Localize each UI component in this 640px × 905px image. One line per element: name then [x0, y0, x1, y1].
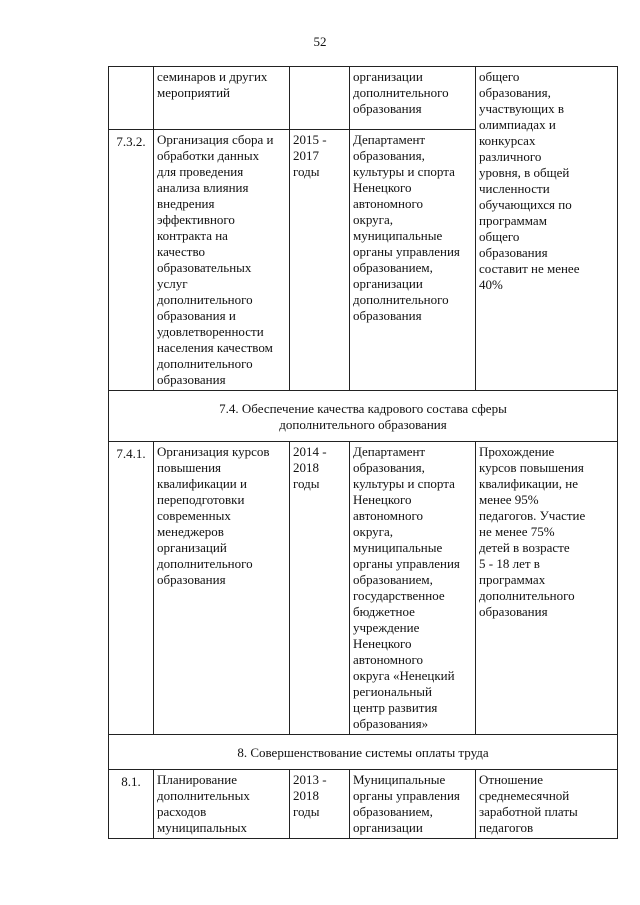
indicator-cell: Отношение среднемесячной заработной платы педагогов	[476, 770, 618, 839]
executor-cell: Муниципальные органы управления образованием, организации	[350, 770, 476, 839]
indicator-cell: Прохождение курсов повышения квалификации, не менее 95% педагогов. Участие не менее 75% детей в возрасте 5 - 18 лет в программах дополнительного образования	[476, 442, 618, 735]
executor-cell: организации дополнительного образования	[350, 67, 476, 130]
period-cell: 2014 - 2018 годы	[290, 442, 350, 735]
table-row	[109, 67, 618, 130]
page-number: 52	[313, 34, 327, 49]
section-title: 8. Совершенствование системы оплаты труда	[109, 735, 618, 770]
activity-cell: Организация сбора и обработки данных для проведения анализа влияния внедрения эффективного контракта на качество образовательных услуг дополнительного образования и удовлетворенности населения качеством дополнительного образования	[154, 130, 290, 391]
table-row	[109, 770, 618, 839]
section-row	[109, 391, 618, 442]
section-row	[109, 735, 618, 770]
activity-cell: Планирование дополнительных расходов муниципальных	[154, 770, 290, 839]
activity-cell: семинаров и других мероприятий	[154, 67, 290, 130]
executor-cell: Департамент образования, культуры и спорта Ненецкого автономного округа, муниципальные органы управления образованием, организации дополнительного образования	[350, 130, 476, 391]
row-number: 7.3.2.	[109, 130, 154, 391]
section-title: 7.4. Обеспечение качества кадрового состава сферы дополнительного образования	[109, 391, 618, 442]
period-cell: 2015 - 2017 годы	[290, 130, 350, 391]
table-row	[109, 442, 618, 735]
row-number: 8.1.	[109, 770, 154, 839]
executor-cell: Департамент образования, культуры и спорта Ненецкого автономного округа, муниципальные органы управления образованием, государственное бюджетное учреждение Ненецкого автономного округа «Ненецкий региональный центр развития образования»	[350, 442, 476, 735]
activity-cell: Организация курсов повышения квалификации и переподготовки современных менеджеров организаций дополнительного образования	[154, 442, 290, 735]
row-number	[109, 67, 154, 130]
period-cell	[290, 67, 350, 130]
indicator-cell: общего образования, участвующих в олимпиадах и конкурсах различного уровня, в общей численности обучающихся по программам общего образования составит не менее 40%	[476, 67, 618, 391]
period-cell: 2013 - 2018 годы	[290, 770, 350, 839]
measures-table	[108, 66, 618, 839]
row-number: 7.4.1.	[109, 442, 154, 735]
